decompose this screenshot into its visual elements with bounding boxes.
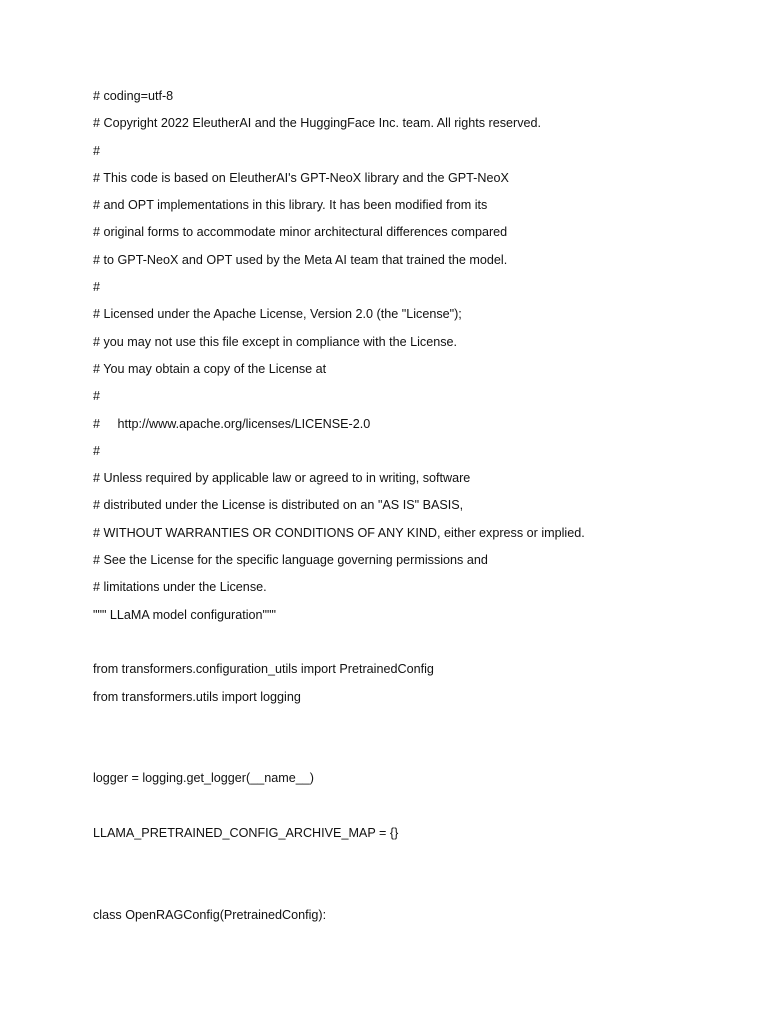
code-line: # — [93, 443, 101, 458]
blank-line — [93, 714, 733, 741]
code-line: # — [93, 280, 101, 295]
code-line: # and OPT implementations in this library. It has been modified from its — [93, 198, 488, 213]
docstring-line: """ LLaMA model configuration""" — [93, 607, 276, 622]
code-line: # WITHOUT WARRANTIES OR CONDITIONS OF ANY KIND, either express or implied. — [93, 525, 585, 540]
code-line: # This code is based on EleutherAI's GPT-NeoX library and the GPT-NeoX — [93, 170, 509, 185]
blank-line — [93, 741, 733, 768]
code-line: # Copyright 2022 EleutherAI and the HuggingFace Inc. team. All rights reserved. — [93, 116, 542, 131]
code-line: # See the License for the specific language governing permissions and — [93, 553, 488, 568]
blank-line — [93, 796, 733, 823]
blank-line — [93, 632, 733, 659]
code-line: # to GPT-NeoX and OPT used by the Meta AI team that trained the model. — [93, 252, 508, 267]
code-line: # Unless required by applicable law or agreed to in writing, software — [93, 471, 471, 486]
code-line: # — [93, 389, 101, 404]
code-line: logger = logging.get_logger(__name__) — [93, 771, 314, 786]
code-line: # limitations under the License. — [93, 580, 267, 595]
code-line: # — [93, 143, 101, 158]
blank-line — [93, 850, 733, 877]
code-line: # coding=utf-8 — [93, 89, 174, 103]
code-line: # you may not use this file except in compliance with the License. — [93, 334, 458, 349]
license-url: # http://www.apache.org/licenses/LICENSE-2.0 — [93, 416, 371, 431]
blank-line — [93, 878, 733, 905]
code-text-block — [93, 86, 733, 932]
import-line: from transformers.utils import logging — [93, 689, 301, 704]
code-line: LLAMA_PRETRAINED_CONFIG_ARCHIVE_MAP = {} — [93, 826, 399, 841]
import-line: from transformers.configuration_utils import PretrainedConfig — [93, 662, 434, 677]
code-line: # Licensed under the Apache License, Version 2.0 (the "License"); — [93, 307, 462, 322]
code-line: # original forms to accommodate minor architectural differences compared — [93, 225, 508, 240]
code-line: # You may obtain a copy of the License at — [93, 361, 327, 376]
code-line: # distributed under the License is distributed on an "AS IS" BASIS, — [93, 498, 464, 513]
class-definition-line: class OpenRAGConfig(PretrainedConfig): — [93, 907, 327, 922]
